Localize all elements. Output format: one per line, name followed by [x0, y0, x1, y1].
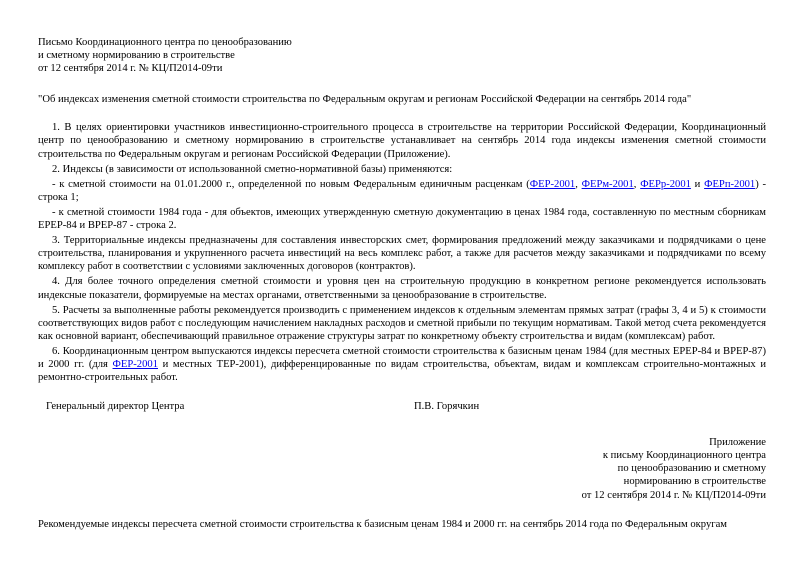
- text-span: - к сметной стоимости на 01.01.2000 г., определенной по новым Федеральным единичным расценкам (: [52, 178, 530, 190]
- appendix-line-1: Приложение: [709, 437, 766, 449]
- text-span: 6. Координационным центром выпускаются индексы пересчета сметной стоимости строительства к базисным ценам 1984 (для местных ЕРЕР-84 и ВРЕР-87) и 2000 гг. (для: [38, 345, 766, 370]
- appendix-line-5: от 12 сентября 2014 г. № КЦ/П2014-09ти: [581, 489, 766, 501]
- fer-2001-link-2[interactable]: ФЕР-2001: [112, 358, 158, 370]
- paragraph-2: 2. Индексы (в зависимости от использованной сметно-нормативной базы) применяются:: [52, 163, 453, 175]
- fer-2001-link[interactable]: ФЕР-2001: [529, 178, 576, 190]
- letter-header: [38, 36, 766, 75]
- appendix-line-3: по ценообразованию и сметному: [617, 463, 766, 475]
- ferr-2001-link[interactable]: ФЕРр-2001: [640, 178, 691, 190]
- paragraph-3: 3. Территориальные индексы предназначены для составления инвесторских смет, формирования предложений между заказчиками и подрядчиками о цене строительства, планирования и укрупненного расчета инвестиций на весь комплекс работ, а также для расчетов между заказчиками и подрядчиками по всему комплексу работ в соответствии с условиями заключенных договоров (контрактов).: [38, 235, 766, 273]
- separator: ,: [575, 178, 582, 190]
- paragraph-2a: [38, 178, 766, 204]
- paragraph-5: 5. Расчеты за выполненные работы рекомендуется производить с применением индексов к отдельным элементам прямых затрат (графы 3, 4 и 5) к стоимости соответствующих видов работ с последующим начислением накладных расходов и сметной прибыли по текущим нормативам. Такой метод счета рекомендуется как основной вариант, обеспечивающий правильное отражение структуры затрат по конкретному объекту строительства и видам (комплексам) работ.: [38, 304, 766, 342]
- signature-block: [38, 400, 766, 414]
- text-span: и местных ТЕР-2001), дифференцированные по видам строительства, объектам, видам и комплексам строительно-монтажных и ремонтно-строительных работ.: [38, 358, 766, 384]
- signature-name: П.В. Горячкин: [414, 401, 480, 413]
- paragraph-6: [38, 345, 766, 384]
- header-line-1: Письмо Координационного центра по ценообразованию: [38, 37, 292, 48]
- document: [38, 36, 766, 531]
- text-span: ) - строка 1;: [38, 178, 767, 203]
- letter-title: "Об индексах изменения сметной стоимости строительства по Федеральным округам и регионам Российской Федерации на сентябрь 2014 года": [38, 94, 692, 106]
- header-line-2: и сметному нормированию в строительстве: [38, 50, 235, 62]
- paragraph-4: 4. Для более точного определения сметной стоимости и уровня цен на строительную продукцию в конкретном регионе рекомендуется использовать индексные показатели, формируемые на местах органами, ответственными за ценообразование в строительстве.: [38, 276, 766, 301]
- recommended-indices-title: Рекомендуемые индексы пересчета сметной стоимости строительства к базисным ценам 1984 и 2000 гг. на сентябрь 2014 года по Федеральным округам: [38, 518, 728, 530]
- appendix-header: [38, 436, 766, 501]
- appendix-line-2: к письму Координационного центра: [602, 450, 766, 462]
- signature-role: Генеральный директор Центра: [46, 401, 185, 413]
- ferp-2001-link[interactable]: ФЕРп-2001: [704, 178, 756, 190]
- header-line-3: от 12 сентября 2014 г. № КЦ/П2014-09ти: [38, 63, 223, 75]
- appendix-line-4: нормированию в строительстве: [623, 476, 766, 488]
- ferm-2001-link[interactable]: ФЕРм-2001: [581, 178, 634, 190]
- paragraph-2b: - к сметной стоимости 1984 года - для объектов, имеющих утвержденную сметную документацию в ценах 1984 года, составленную по местным сборникам ЕРЕР-84 и ВРЕР-87 - строка 2.: [38, 206, 766, 232]
- paragraph-1: 1. В целях ориентировки участников инвестиционно-строительного процесса в строительстве на территории Российской Федерации, Координационный центр по ценообразованию и сметному нормированию в строительстве устанавливает на сентябрь 2014 года индексы изменения сметной стоимости строительства по Федеральным округам и регионам Российской Федерации (Приложение).: [38, 122, 766, 160]
- separator: ,: [633, 178, 641, 190]
- separator: и: [690, 178, 705, 190]
